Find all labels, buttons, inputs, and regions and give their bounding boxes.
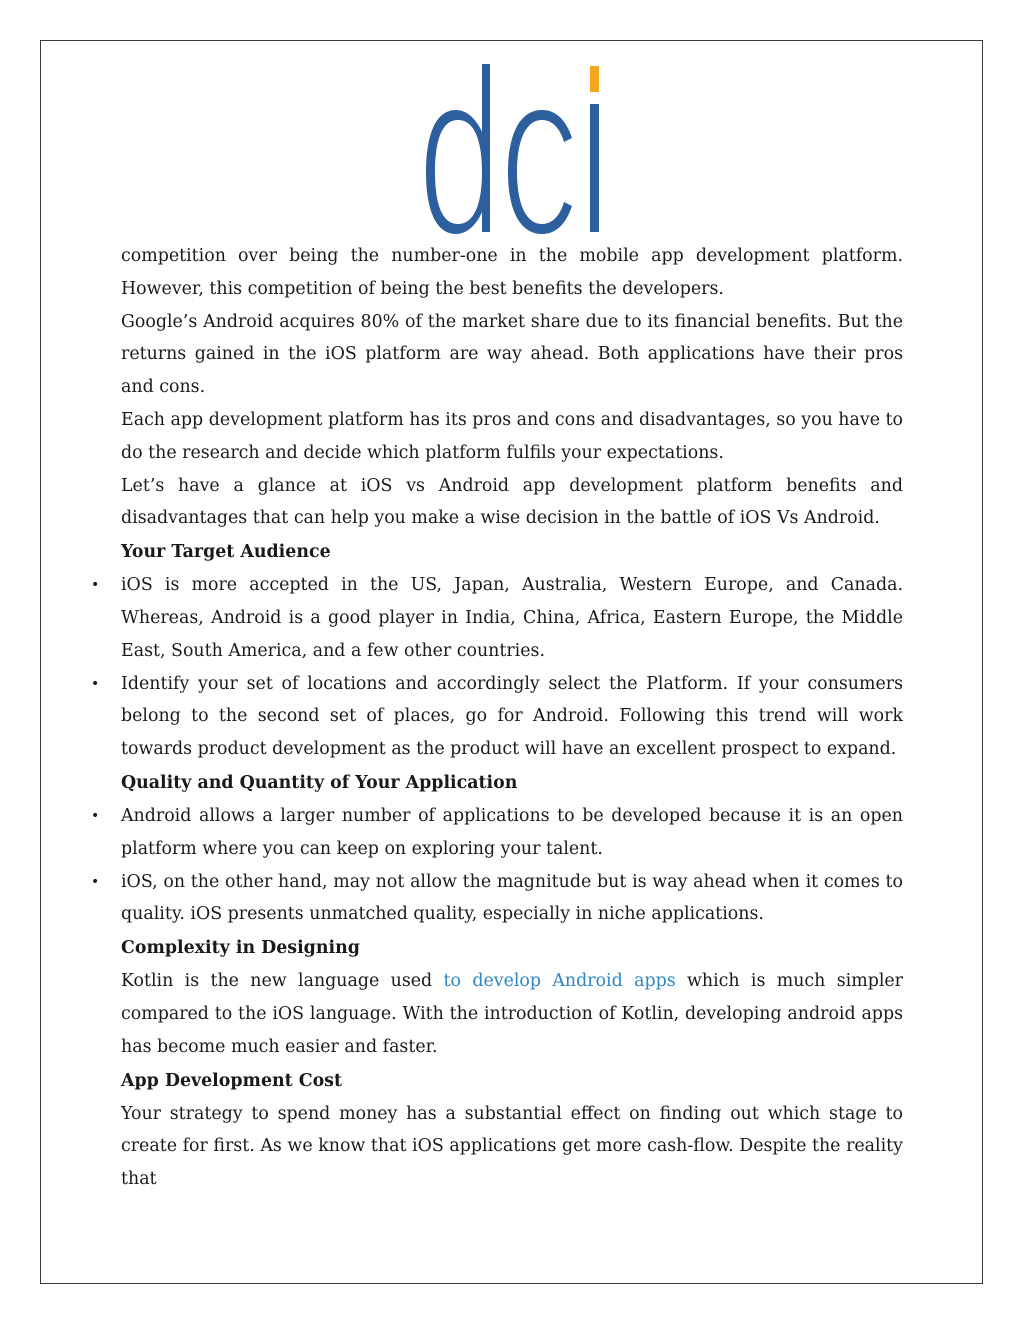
list-target-audience <box>91 569 903 766</box>
develop-android-apps-link[interactable]: to develop Android apps <box>443 971 676 992</box>
paragraph-market-share: Google’s Android acquires 80% of the market share due to its financial benefits. But the returns gained in the iOS platform are way ahead. Both applications have their pros and cons. <box>121 311 903 398</box>
logo-letter-d <box>426 64 490 234</box>
logo-letter-i <box>590 104 599 232</box>
logo-letter-c <box>508 110 572 234</box>
paragraph-pros-cons: Each app development platform has its pros and cons and disadvantages, so you have to do the research and decide which platform fulfils your expectations. <box>121 409 903 463</box>
paragraph-intro: competition over being the number-one in the mobile app development platform. However, this competition of being the best benefits the developers. <box>121 246 903 299</box>
paragraph-glance: Let’s have a glance at iOS vs Android app development platform benefits and disadvantages that can help you make a wise decision in the battle of iOS Vs Android. <box>121 475 903 529</box>
paragraph-kotlin <box>121 965 903 1063</box>
list-item <box>91 800 903 866</box>
heading-complexity: Complexity in Designing <box>121 938 360 959</box>
list-item-text: iOS, on the other hand, may not allow the magnitude but is way ahead when it comes to quality. iOS presents unmatched quality, especially in niche applications. <box>121 871 903 925</box>
logo-accent <box>590 66 599 92</box>
list-item-text: iOS is more accepted in the US, Japan, Australia, Western Europe, and Canada. Whereas, Android is a good player in India, China, Africa, Eastern Europe, the Middle East, South America, and a few other countries. <box>121 575 903 661</box>
list-item-text: Android allows a larger number of applications to be developed because it is an open platform where you can keep on exploring your talent. <box>121 805 903 859</box>
list-item <box>91 569 903 667</box>
list-item <box>91 668 903 766</box>
heading-quality-quantity: Quality and Quantity of Your Application <box>121 772 518 793</box>
bullet-icon: • <box>91 807 100 824</box>
heading-development-cost: App Development Cost <box>121 1070 343 1091</box>
list-quality-quantity <box>91 800 903 931</box>
paragraph-cost: Your strategy to spend money has a substantial effect on finding out which stage to create for first. As we know that iOS applications get more cash-flow. Despite the reality that <box>121 1103 903 1190</box>
document-body <box>91 240 903 1196</box>
heading-target-audience: Your Target Audience <box>121 542 331 563</box>
bullet-icon: • <box>91 873 100 890</box>
kotlin-text-before: Kotlin is the new language used <box>121 971 444 992</box>
kotlin-text-after: which is much simpler compared to the iOS language. With the introduction of Kotlin, developing android apps has become much easier and faster. <box>121 971 903 1057</box>
bullet-icon: • <box>91 675 100 692</box>
dci-logo <box>422 60 606 238</box>
list-item-text: Identify your set of locations and accordingly select the Platform. If your consumers belong to the second set of places, go for Android. Following this trend will work towards product development as the product will have an excellent prospect to expand. <box>121 673 903 760</box>
list-item <box>91 866 903 932</box>
bullet-icon: • <box>91 577 100 594</box>
